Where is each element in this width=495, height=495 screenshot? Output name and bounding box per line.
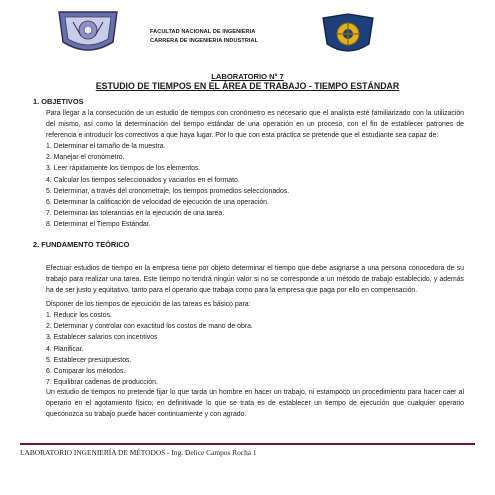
list-item: 7. Equilibrar cadenas de producción. <box>46 379 158 387</box>
theory-paragraph-3: Un estudio de tiempos no pretende fijar lo que tarda un hombre en hacer un trabajo, ni estampoco un procedimiento para hacer caer al operario en el agotamiento físico; en definitivade lo que se trata es de establecer un tiempo de ejecución que cualquier operario queconozca su trabajo puede hacer continuamente y con agrado. <box>46 389 464 419</box>
benefits-list <box>46 310 253 388</box>
institution-header <box>150 28 258 46</box>
lab-number-title: LABORATORIO Nº 7 <box>211 72 284 81</box>
list-item: 6. Determinar la calificación de velocidad de ejecución de una operación. <box>46 199 269 207</box>
list-item: 5. Determinar, a través del cronometraje, los tiempos promedios seleccionados. <box>46 187 290 195</box>
document-title: ESTUDIO DE TIEMPOS EN EL ÁREA DE TRABAJO - TIEMPO ESTÁNDAR <box>95 81 400 91</box>
list-item: 7. Determinar las tolerancias en la ejecución de una tarea. <box>46 210 225 218</box>
list-item: 8. Determinar el Tiempo Estándar. <box>46 221 151 229</box>
section-heading-objetivos: 1. OBJETIVOS <box>33 97 84 106</box>
theory-paragraph-2: Disponer de los tiempos de ejecución de las tareas es básico para: <box>46 301 251 308</box>
list-item: 4. Calcular los tiempos seleccionados y vaciarlos en el formato. <box>46 176 240 184</box>
theory-paragraph-1: Efectuar estudios de tiempo en la empresa tiene por objeto determinar el tiempo que debe asignarse a una persona conocedora de su trabajo para realizar una tarea. Este tiempo no tendrá ningún valor si no se corresponde a un método de trabajo establecido, y además ha de ser justo y equitativo, tanto para el operario que trabaja como para la empresa que paga por ello en compensación. <box>46 265 464 295</box>
list-item: 2. Determinar y controlar con exactitud los costos de mano de obra. <box>46 323 253 331</box>
objectives-list <box>46 141 289 231</box>
footer-text: LABORATORIO INGENIERÍA DE MÉTODOS - Ing. Delice Campos Rocha 1 <box>20 448 257 457</box>
list-item: 3. Establecer salarios con incentivos <box>46 334 158 342</box>
list-item: 6. Comparar los métodos. <box>46 368 126 376</box>
career-name: CARRERA DE INGENIERIA INDUSTRIAL <box>150 38 259 44</box>
faculty-emblem-icon <box>53 8 123 58</box>
list-item: 2. Manejar el cronómetro. <box>46 154 125 162</box>
section-heading-fundamento: 2. FUNDAMENTO TEÓRICO <box>33 240 130 249</box>
list-item: 4. Planificar. <box>46 345 84 353</box>
footer-divider <box>20 443 475 445</box>
list-item: 5. Establecer presupuestos. <box>46 356 132 364</box>
list-item: 1. Determinar el tamaño de la muestra. <box>46 143 166 150</box>
industrial-engineering-emblem-icon <box>319 12 377 58</box>
objectives-intro-paragraph: Para llegar a la consecución de un estudio de tiempos con cronómetro es necesario que el analista esté familiarizado con la utilización del mismo, así como la determinación del tiempo estándar de una operación en un proceso, con el fin de establecer patrones de referencia e introducir los correctivos a que haya lugar. Por lo que con esta práctica se pretende que el estudiante sea capaz de: <box>46 110 464 140</box>
faculty-name: FACULTAD NACIONAL DE INGENIERIA <box>150 29 256 35</box>
list-item: 3. Leer rápidamente los tiempos de los elementos. <box>46 165 201 173</box>
list-item: 1. Reducir los costos. <box>46 312 112 319</box>
